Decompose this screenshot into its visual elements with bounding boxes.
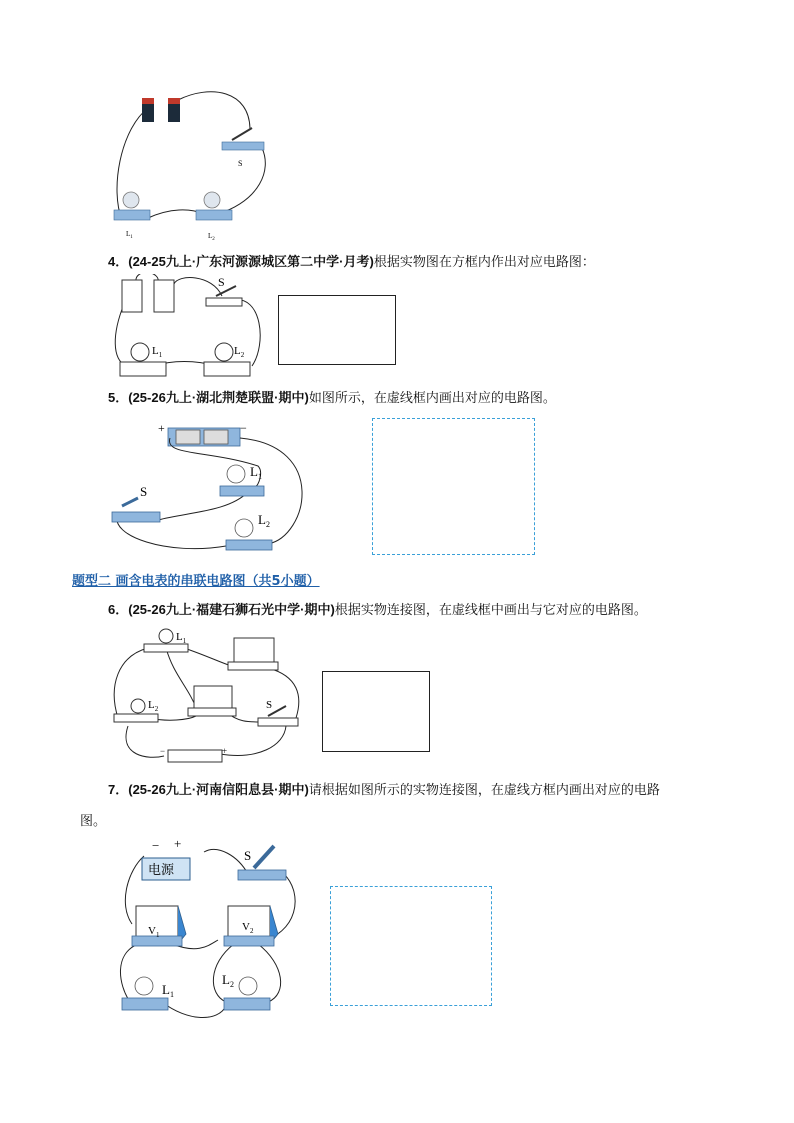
bulb-l2-label: $L_2$ <box>222 972 234 989</box>
bulb-l1-label: $L_1$ <box>162 982 174 999</box>
answer-box-q4[interactable] <box>278 295 396 365</box>
switch-label: S <box>238 159 243 168</box>
bulb-l1-label: $L_1$ <box>250 464 262 481</box>
battery-plus: + <box>158 421 165 435</box>
battery-plus: + <box>222 746 228 756</box>
question-5-prompt: 如图所示，在虚线框内画出对应的电路图。 <box>308 391 556 406</box>
question-4-number: 4． <box>108 254 129 269</box>
question-7-text <box>108 781 660 800</box>
bulb-l1-label: $L_1$ <box>126 230 133 240</box>
bulb-l1-label: $L_1$ <box>176 631 187 645</box>
bulb-l2-label: $L_2$ <box>148 699 159 713</box>
bulb-l2-label: $L_2$ <box>258 512 270 529</box>
answer-box-q6[interactable] <box>322 671 430 752</box>
question-7-number: 7． <box>108 782 129 797</box>
voltmeter-v1-label: $V_1$ <box>148 925 160 939</box>
question-7-prompt: 请根据如图所示的实物连接图，在虚线方框内画出对应的电路 <box>308 783 660 798</box>
battery-minus: − <box>160 746 166 756</box>
circuit-diagram-q7 <box>108 834 308 1024</box>
bulb-l2-label: $L_2$ <box>234 345 245 359</box>
question-6-text <box>108 601 647 620</box>
bulb-l2-label: $L_2$ <box>208 232 215 242</box>
bulb-l1-label: $L_1$ <box>152 345 163 359</box>
question-6-source: (25-26九上·福建石狮石光中学·期中) <box>128 602 335 617</box>
question-7-text-continued: 图。 <box>80 814 107 829</box>
circuit-diagram-q6 <box>108 626 308 768</box>
circuit-diagram-q5 <box>108 416 308 556</box>
switch-label: S <box>218 275 225 289</box>
switch-label: S <box>244 848 252 863</box>
question-4-text <box>108 253 595 272</box>
battery-minus: − <box>240 421 247 435</box>
voltmeter-v2-label: $V_2$ <box>242 921 254 935</box>
answer-box-q7[interactable] <box>330 886 492 1006</box>
circuit-diagram-q4 <box>112 274 272 386</box>
switch-label: S <box>266 699 273 711</box>
question-7-source: (25-26九上·河南信阳息县·期中) <box>128 782 309 797</box>
answer-box-q5[interactable] <box>372 418 535 555</box>
circuit-diagram-top <box>100 90 280 250</box>
question-4-prompt: 根据实物图在方框内作出对应电路图： <box>373 255 595 270</box>
question-4-source: (24-25九上·广东河源源城区第二中学·月考) <box>128 254 374 269</box>
question-5-text <box>108 389 556 408</box>
power-minus: − <box>152 838 160 853</box>
question-6-number: 6． <box>108 602 129 617</box>
question-5-number: 5． <box>108 390 129 405</box>
switch-label: S <box>140 484 148 499</box>
question-5-source: (25-26九上·湖北荆楚联盟·期中) <box>128 390 309 405</box>
power-plus: + <box>174 836 182 851</box>
section-title: 题型二 画含电表的串联电路图（共5小题） <box>72 574 320 589</box>
question-6-prompt: 根据实物连接图，在虚线框中画出与它对应的电路图。 <box>334 603 647 618</box>
power-label: 电源 <box>148 862 175 877</box>
